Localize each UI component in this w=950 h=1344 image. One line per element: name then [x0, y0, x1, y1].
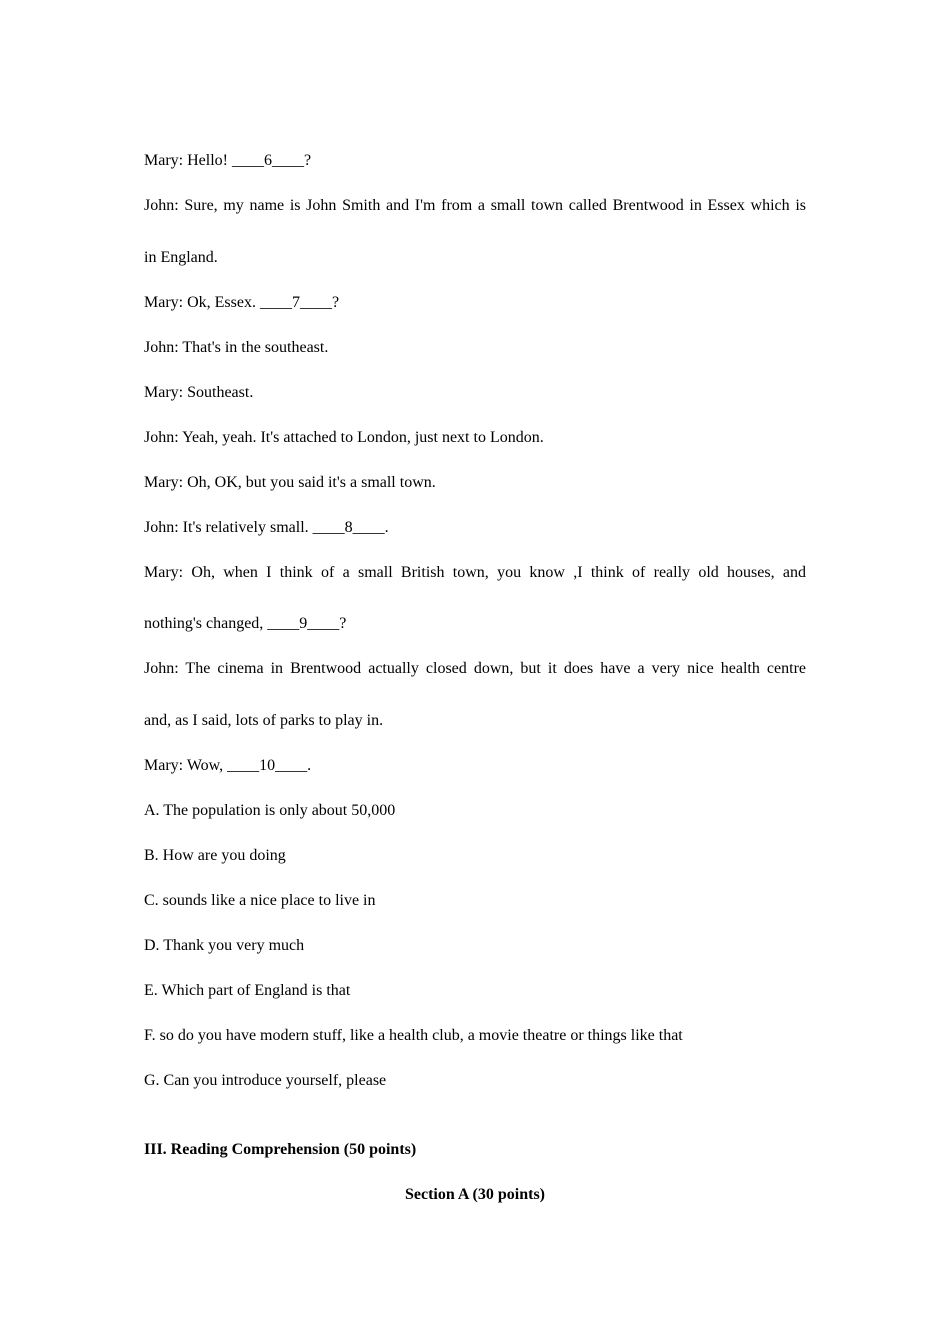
- option-a: A. The population is only about 50,000: [144, 802, 396, 819]
- dialogue-line-mary-7: Mary: Ok, Essex. ____7____?: [144, 294, 340, 311]
- dialogue-line-john-intro: John: Sure, my name is John Smith and I'm from a small town called Brentwood in Essex which is: [144, 197, 806, 214]
- dialogue-line-mary-10: Mary: Wow, ____10____.: [144, 757, 312, 774]
- dialogue-line-john-8: John: It's relatively small. ____8____.: [144, 519, 389, 536]
- dialogue-line-john-cinema: John: The cinema in Brentwood actually closed down, but it does have a very nice health centre: [144, 660, 806, 677]
- dialogue-line-mary-small-town: Mary: Oh, OK, but you said it's a small town.: [144, 474, 436, 491]
- subsection-heading: Section A (30 points): [404, 1186, 545, 1203]
- dialogue-line-mary-southeast: Mary: Southeast.: [144, 384, 254, 401]
- section-heading: III. Reading Comprehension (50 points): [144, 1141, 417, 1158]
- option-d: D. Thank you very much: [144, 937, 305, 954]
- dialogue-line-john-southeast: John: That's in the southeast.: [144, 339, 329, 356]
- option-b: B. How are you doing: [144, 847, 286, 864]
- dialogue-line-mary-9: nothing's changed, ____9____?: [144, 615, 347, 632]
- dialogue-line-john-intro-cont: in England.: [144, 249, 218, 266]
- option-e: E. Which part of England is that: [144, 982, 351, 999]
- dialogue-line-john-parks: and, as I said, lots of parks to play in.: [144, 712, 384, 729]
- option-c: C. sounds like a nice place to live in: [144, 892, 376, 909]
- dialogue-line-mary-british-town: Mary: Oh, when I think of a small British town, you know ,I think of really old houses, and: [144, 564, 806, 581]
- option-f: F. so do you have modern stuff, like a health club, a movie theatre or things like that: [144, 1027, 683, 1044]
- option-g: G. Can you introduce yourself, please: [144, 1072, 387, 1089]
- dialogue-line-john-london: John: Yeah, yeah. It's attached to London, just next to London.: [144, 429, 544, 446]
- dialogue-line-mary-6: Mary: Hello! ____6____?: [144, 152, 312, 169]
